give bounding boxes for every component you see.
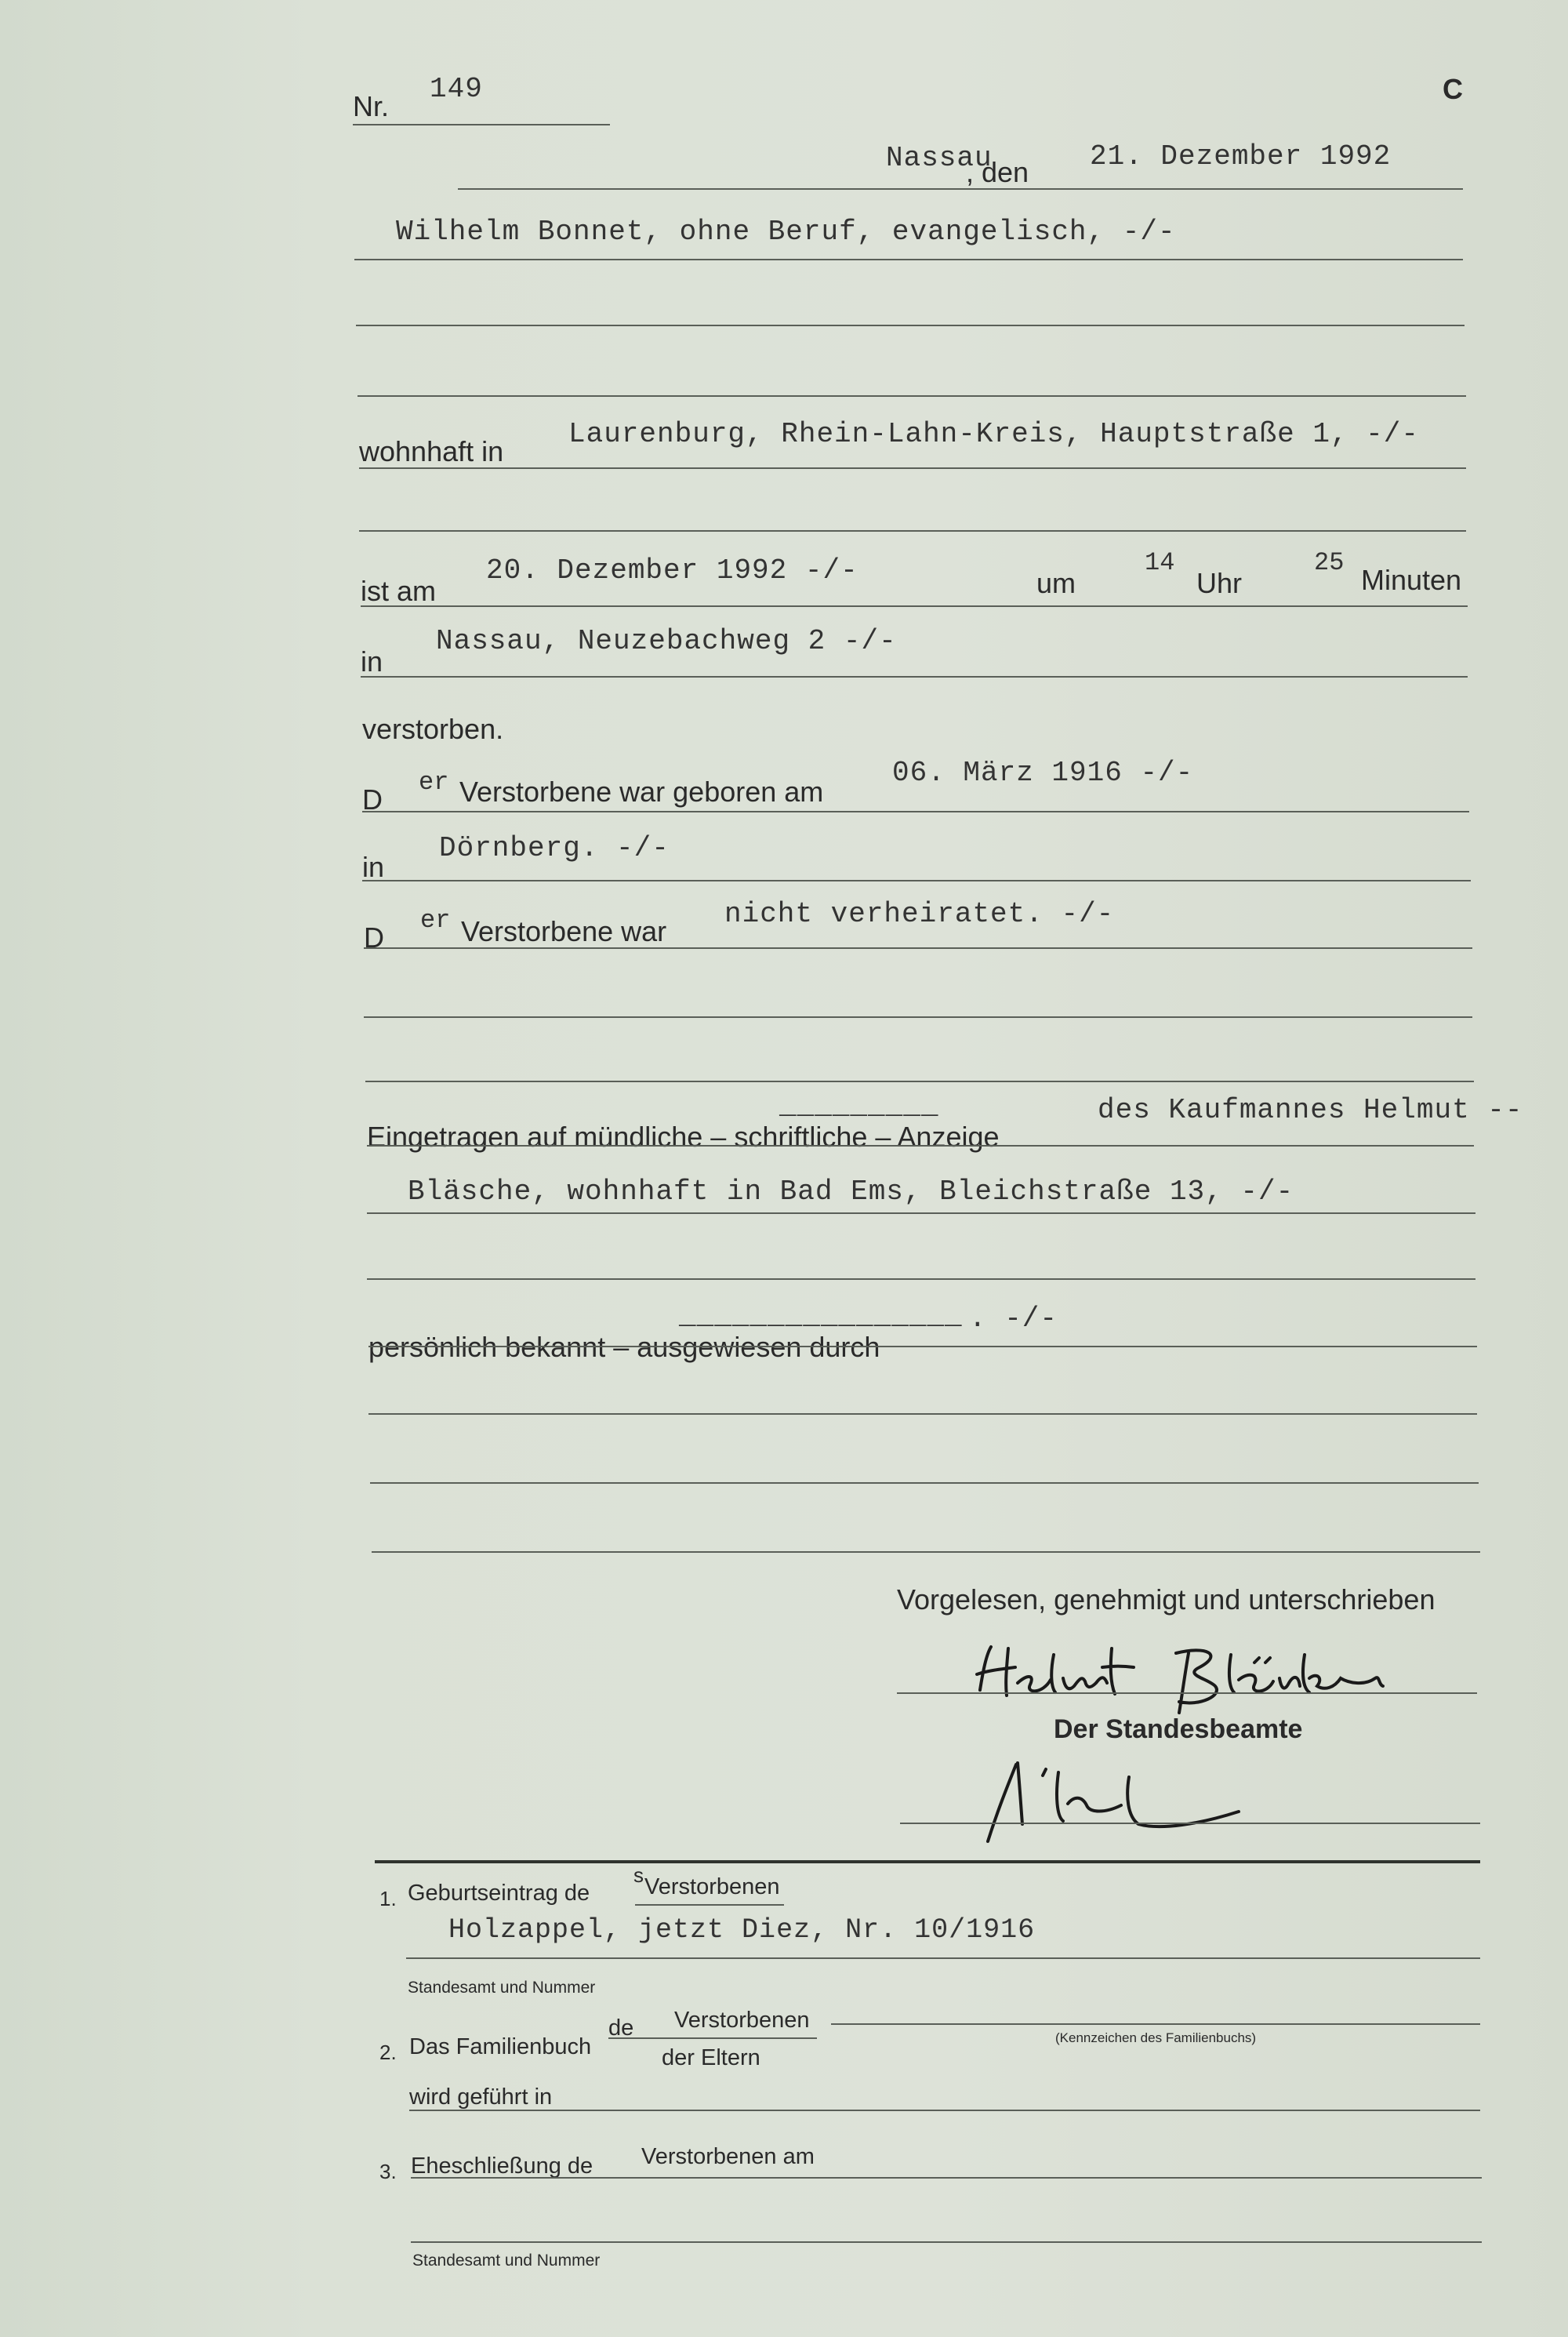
item1-caption: Standesamt und Nummer <box>408 1979 596 1997</box>
name-line <box>354 259 1463 260</box>
death-place-line <box>361 676 1468 678</box>
entry-number: 149 <box>430 73 483 105</box>
item1-value: Holzappel, jetzt Diez, Nr. 10/1916 <box>448 1914 1036 1946</box>
death-place: Nassau, Neuzebachweg 2 -/- <box>436 625 897 657</box>
den-label: , den <box>966 156 1029 188</box>
blank-line-4 <box>364 1016 1472 1018</box>
item1-label: Geburtseintrag de <box>408 1881 590 1906</box>
um-label: um <box>1036 567 1076 599</box>
item3-label: Eheschließung de <box>411 2153 593 2179</box>
born-label: Verstorbene war geboren am <box>459 776 824 808</box>
uhr-label: Uhr <box>1196 567 1243 599</box>
item2-option-line <box>608 2037 817 2039</box>
item1-number: 1. <box>379 1887 397 1910</box>
blank-line-5 <box>365 1081 1474 1082</box>
item2-sub-label: wird geführt in <box>409 2084 553 2110</box>
death-date: 20. Dezember 1992 -/- <box>486 554 858 587</box>
item2-book-line <box>831 2023 1480 2025</box>
item2-number: 2. <box>379 2041 397 2064</box>
death-hour: 14 <box>1145 548 1175 577</box>
item1-option-line <box>635 1904 784 1906</box>
informant-signature <box>972 1631 1427 1717</box>
corner-letter: C <box>1443 73 1463 105</box>
item2-location-line <box>409 2110 1480 2111</box>
marital-er-suffix: er <box>420 906 451 935</box>
blank-line-7 <box>368 1413 1477 1415</box>
identity-label: persönlich bekannt – ausgewiesen durch <box>368 1331 880 1363</box>
item1-value-line <box>406 1957 1480 1959</box>
ist-am-label: ist am <box>361 575 437 607</box>
registrar-label: Der Standesbeamte <box>1054 1714 1303 1744</box>
residence-value: Laurenburg, Rhein-Lahn-Kreis, Hauptstraße 1, -/- <box>568 418 1419 450</box>
blank-line-9 <box>372 1551 1480 1553</box>
residence-line <box>359 467 1466 469</box>
birth-d-label: D <box>362 783 383 816</box>
place-value: Nassau <box>886 142 993 174</box>
birth-er-suffix: er <box>419 768 449 797</box>
marital-d-label: D <box>364 921 384 954</box>
registrar-signature-line <box>900 1823 1480 1824</box>
blank-line-6 <box>367 1278 1475 1280</box>
item1-sup: s <box>633 1863 644 1887</box>
item2-option-parents: der Eltern <box>662 2045 760 2070</box>
birth-in-label: in <box>362 851 385 883</box>
section-separator <box>375 1860 1480 1863</box>
identity-value: . -/- <box>969 1303 1058 1335</box>
registration-line <box>367 1145 1474 1147</box>
read-approved-label: Vorgelesen, genehmigt und unterschrieben <box>897 1583 1436 1616</box>
item3-rest: Verstorbenen am <box>641 2144 815 2169</box>
blank-line-1 <box>356 325 1465 326</box>
informant-line-1: des Kaufmannes Helmut -- <box>1098 1094 1523 1126</box>
identity-line <box>368 1346 1477 1347</box>
birth-date-line <box>362 811 1469 812</box>
blank-line-8 <box>370 1482 1479 1484</box>
date-line <box>458 188 1463 190</box>
death-in-label: in <box>361 645 383 678</box>
item2-label: Das Familienbuch <box>409 2034 592 2059</box>
item2-option-deceased: Verstorbenen <box>674 2008 810 2033</box>
name-value: Wilhelm Bonnet, ohne Beruf, evangelisch, -/- <box>396 216 1176 248</box>
informant-signature-line <box>897 1692 1477 1694</box>
birth-place: Dörnberg. -/- <box>439 832 670 864</box>
registration-strike: _________ <box>779 1089 939 1121</box>
marital-line <box>364 947 1472 949</box>
birth-date: 06. März 1916 -/- <box>892 757 1194 789</box>
informant-line-2: Bläsche, wohnhaft in Bad Ems, Bleichstraße 13, -/- <box>408 1176 1294 1208</box>
item3-caption: Standesamt und Nummer <box>412 2252 601 2270</box>
nr-label: Nr. <box>353 90 390 122</box>
minuten-label: Minuten <box>1361 564 1462 596</box>
marital-label: Verstorbene war <box>461 915 667 947</box>
item1-rest: Verstorbenen <box>644 1874 780 1899</box>
blank-line-3 <box>359 530 1466 532</box>
registrar-signature <box>972 1749 1286 1851</box>
death-minutes: 25 <box>1314 548 1345 577</box>
item3-number: 3. <box>379 2160 397 2183</box>
identity-strike: ________________ <box>679 1299 963 1332</box>
document-date: 21. Dezember 1992 <box>1090 140 1392 173</box>
item3-line <box>411 2177 1482 2179</box>
item3-value-line <box>411 2241 1482 2243</box>
birth-place-line <box>362 880 1471 881</box>
item2-de: de <box>608 2015 634 2041</box>
nr-line <box>353 124 610 125</box>
blank-line-2 <box>358 395 1466 397</box>
marital-status: nicht verheiratet. -/- <box>724 898 1115 930</box>
wohnhaft-label: wohnhaft in <box>359 435 504 467</box>
registration-label: Eingetragen auf mündliche – schriftliche – Anzeige <box>367 1121 1000 1153</box>
informant-line <box>367 1212 1475 1214</box>
verstorben-label: verstorben. <box>362 713 504 745</box>
death-date-line <box>361 605 1468 607</box>
item2-caption: (Kennzeichen des Familienbuchs) <box>1055 2030 1257 2045</box>
